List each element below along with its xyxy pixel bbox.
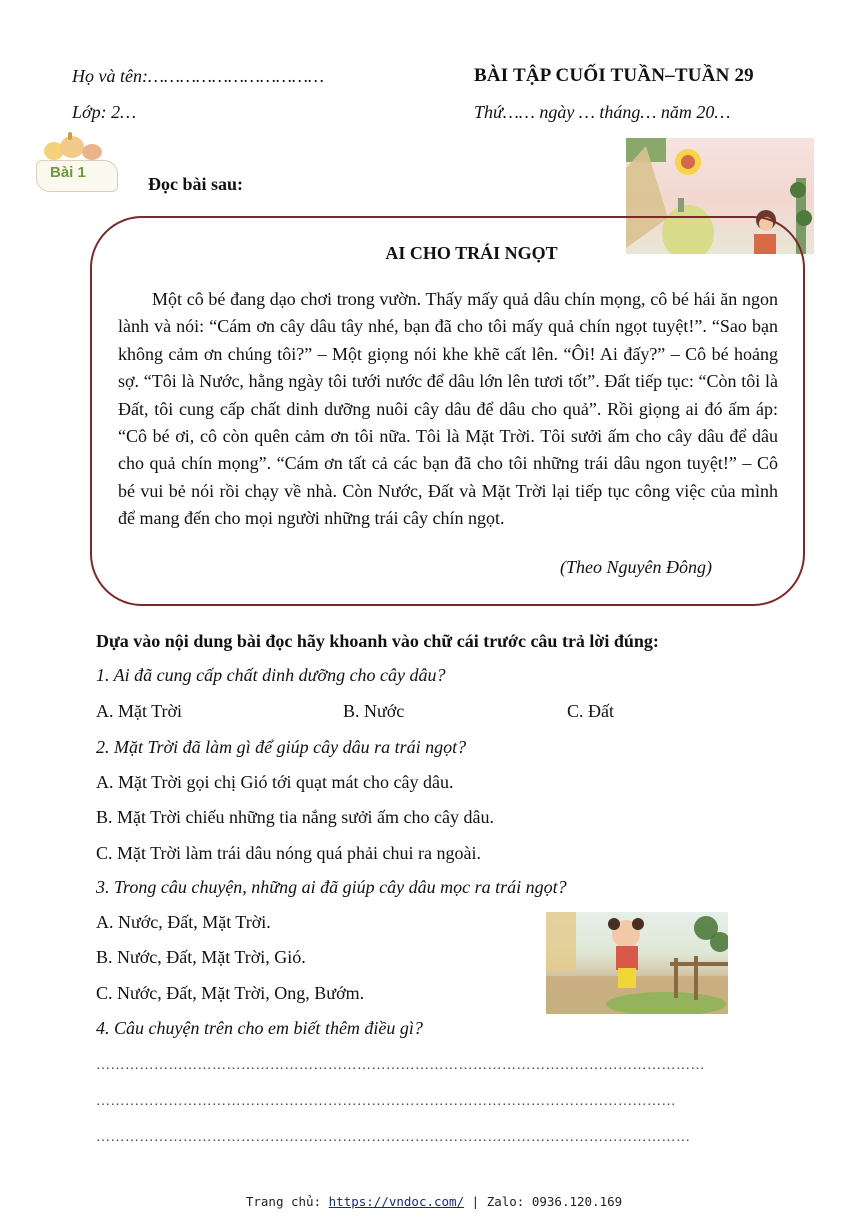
answer-line-1[interactable]: ……………………………………………………………………………………………………………… [96,1058,705,1073]
q2-option-a[interactable]: A. Mặt Trời gọi chị Gió tới quạt mát cho cây dâu. [96,772,454,792]
q1-option-a[interactable]: A. Mặt Trời [96,701,183,721]
footer-home-label: Trang chủ: [245,1194,329,1209]
exercise-badge [34,134,120,196]
q3-option-c[interactable]: C. Nước, Đất, Mặt Trời, Ong, Bướm. [96,983,365,1003]
q1-option-b[interactable]: B. Nước [343,701,405,721]
q2-option-b[interactable]: B. Mặt Trời chiếu những tia nắng sưởi ấm cho cây dâu. [96,807,494,827]
kids-illustration-icon [38,136,108,162]
story-body: Một cô bé đang dạo chơi trong vườn. Thấy mấy quả dâu chín mọng, cô bé hái ăn ngon lành và nói: “Cám ơn cây dâu tây nhé, bạn đã cho tôi mấy quả chín ngọt tuyệt!”. “Sao bạn không cảm ơn chúng tôi?” – Một giọng nói khe khẽ cất lên. “Ôi! Ai đấy?” – Cô bé hoảng sợ. “Tôi là Nước, hằng ngày tôi tưới nước để dâu lớn lên tươi tốt”. Đất tiếp tục: “Còn tôi là Đất, tôi cung cấp chất dinh dưỡng nuôi cây dâu để dâu cho quả”. Rồi giọng ai đó ấm áp: “Cô bé ơi, cô còn quên cảm ơn tôi nữa. Tôi là Mặt Trời. Tôi sưởi ấm cho cây dâu để dâu cho quả chín mọng”. “Cám ơn tất cả các bạn đã cho tôi những trái dâu ngon tuyệt!” – Cô bé vui bẻ nói rồi chạy về nhà. Còn Nước, Đất và Mặt Trời lại tiếp tục công việc của mình để mang đến cho mọi người những trái cây chín ngọt. [118,289,778,529]
story-author: (Theo Nguyên Đông) [560,557,712,577]
question-1: 1. Ai đã cung cấp chất dinh dưỡng cho cây dâu? [96,665,446,685]
girl-looking-illustration [546,912,728,1014]
answer-line-2[interactable]: ………………………………………………………………………………………………………… [96,1094,676,1109]
page-title: BÀI TẬP CUỐI TUẦN–TUẦN 29 [474,65,754,86]
illustration-art-icon [546,912,728,1014]
date-line: Thứ…… ngày … tháng… năm 20… [474,102,731,122]
questions-instruction: Dựa vào nội dung bài đọc hãy khoanh vào chữ cái trước câu trả lời đúng: [96,631,659,651]
footer [0,1194,868,1209]
badge-label: Bài 1 [50,164,86,181]
home-link[interactable]: https://vndoc.com/ [328,1194,465,1209]
story-title: AI CHO TRÁI NGỌT [385,243,558,263]
q1-option-c[interactable]: C. Đất [567,701,614,721]
question-3: 3. Trong câu chuyện, những ai đã giúp cây dâu mọc ra trái ngọt? [96,877,567,897]
answer-line-3[interactable]: …………………………………………………………………………………………………………… [96,1130,691,1145]
footer-zalo: Zalo: 0936.120.169 [486,1194,623,1209]
q3-option-b[interactable]: B. Nước, Đất, Mặt Trời, Gió. [96,947,306,967]
class-field-label: Lớp: 2… [72,102,137,122]
question-2: 2. Mặt Trời đã làm gì để giúp cây dâu ra trái ngọt? [96,737,467,757]
question-4: 4. Câu chuyện trên cho em biết thêm điều gì? [96,1018,423,1038]
name-field-label: Họ và tên:…………………………… [72,66,325,86]
reading-instruction: Đọc bài sau: [148,174,244,194]
q2-option-c[interactable]: C. Mặt Trời làm trái dâu nóng quá phải chui ra ngoài. [96,843,481,863]
q3-option-a[interactable]: A. Nước, Đất, Mặt Trời. [96,912,271,932]
footer-separator: | [464,1194,487,1209]
